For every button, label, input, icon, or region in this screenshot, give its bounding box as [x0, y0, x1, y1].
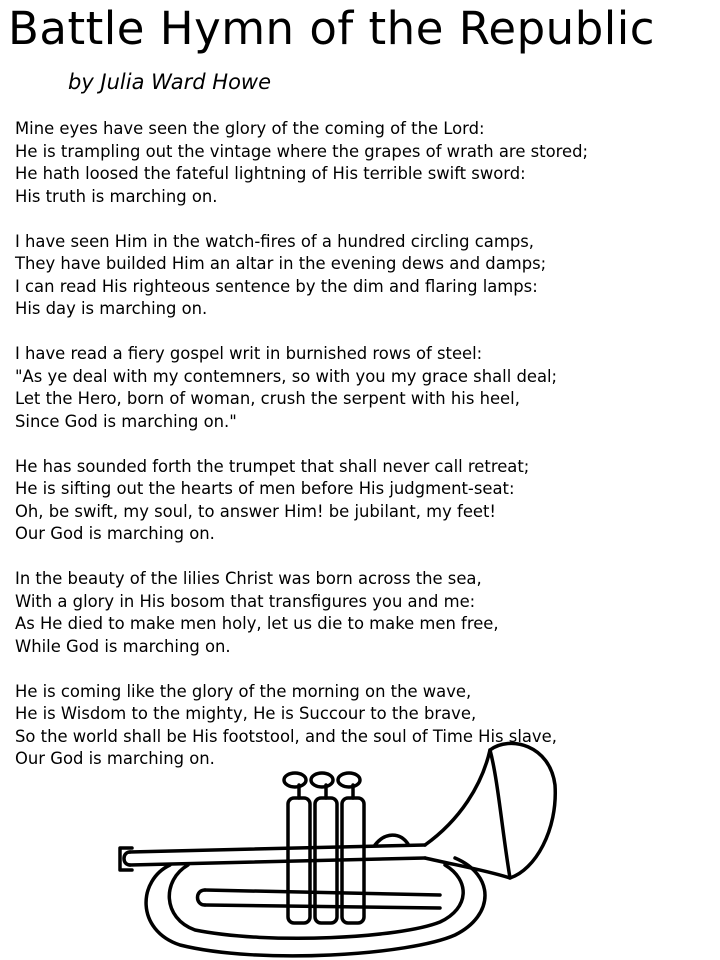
- page-title: Battle Hymn of the Republic: [8, 2, 656, 55]
- poem-line: With a glory in His bosom that transfigures you and me:: [15, 591, 476, 611]
- poem-line: His day is marching on.: [15, 299, 208, 318]
- author-byline: by Julia Ward Howe: [68, 70, 272, 94]
- poem-line: He is sifting out the hearts of men before His judgment-seat:: [15, 479, 515, 498]
- poem-line: So the world shall be His footstool, and the soul of Time His slave,: [15, 726, 557, 746]
- poem-line: His truth is marching on.: [15, 186, 218, 206]
- stanza-3: [15, 343, 715, 433]
- poem-line: Our God is marching on.: [15, 749, 215, 768]
- poem-line: "As ye deal with my contemners, so with you my grace shall deal;: [15, 366, 558, 386]
- stanza-4: [15, 456, 715, 546]
- poem-line: Mine eyes have seen the glory of the coming of the Lord:: [15, 119, 485, 138]
- poem-line: He is trampling out the vintage where the grapes of wrath are stored;: [15, 141, 588, 161]
- poem-line: I have read a fiery gospel writ in burnished rows of steel:: [15, 344, 483, 363]
- poem-line: I have seen Him in the watch-fires of a hundred circling camps,: [15, 231, 534, 251]
- poem-line: Our God is marching on.: [15, 524, 215, 543]
- stanza-5: [15, 568, 715, 658]
- poem-line: He has sounded forth the trumpet that shall never call retreat;: [15, 456, 530, 476]
- poem-body: [15, 118, 715, 793]
- poem-line: They have builded Him an altar in the evening dews and damps;: [15, 254, 547, 273]
- poem-line: Since God is marching on.": [15, 411, 237, 431]
- stanza-2: [15, 231, 715, 321]
- poem-line: He hath loosed the fateful lightning of His terrible swift sword:: [15, 164, 526, 183]
- poem-line: In the beauty of the lilies Christ was born across the sea,: [15, 569, 482, 588]
- poem-line: He is Wisdom to the mighty, He is Succour to the brave,: [15, 704, 477, 723]
- poem-line: He is coming like the glory of the morning on the wave,: [15, 681, 472, 701]
- poem-line: I can read His righteous sentence by the dim and flaring lamps:: [15, 276, 538, 296]
- poem-line: Let the Hero, born of woman, crush the serpent with his heel,: [15, 389, 520, 408]
- poem-line: As He died to make men holy, let us die to make men free,: [15, 614, 499, 633]
- trumpet-icon: [110, 740, 570, 960]
- poem-line: Oh, be swift, my soul, to answer Him! be jubilant, my feet!: [15, 501, 496, 521]
- poem-line: While God is marching on.: [15, 636, 231, 656]
- stanza-1: [15, 118, 715, 208]
